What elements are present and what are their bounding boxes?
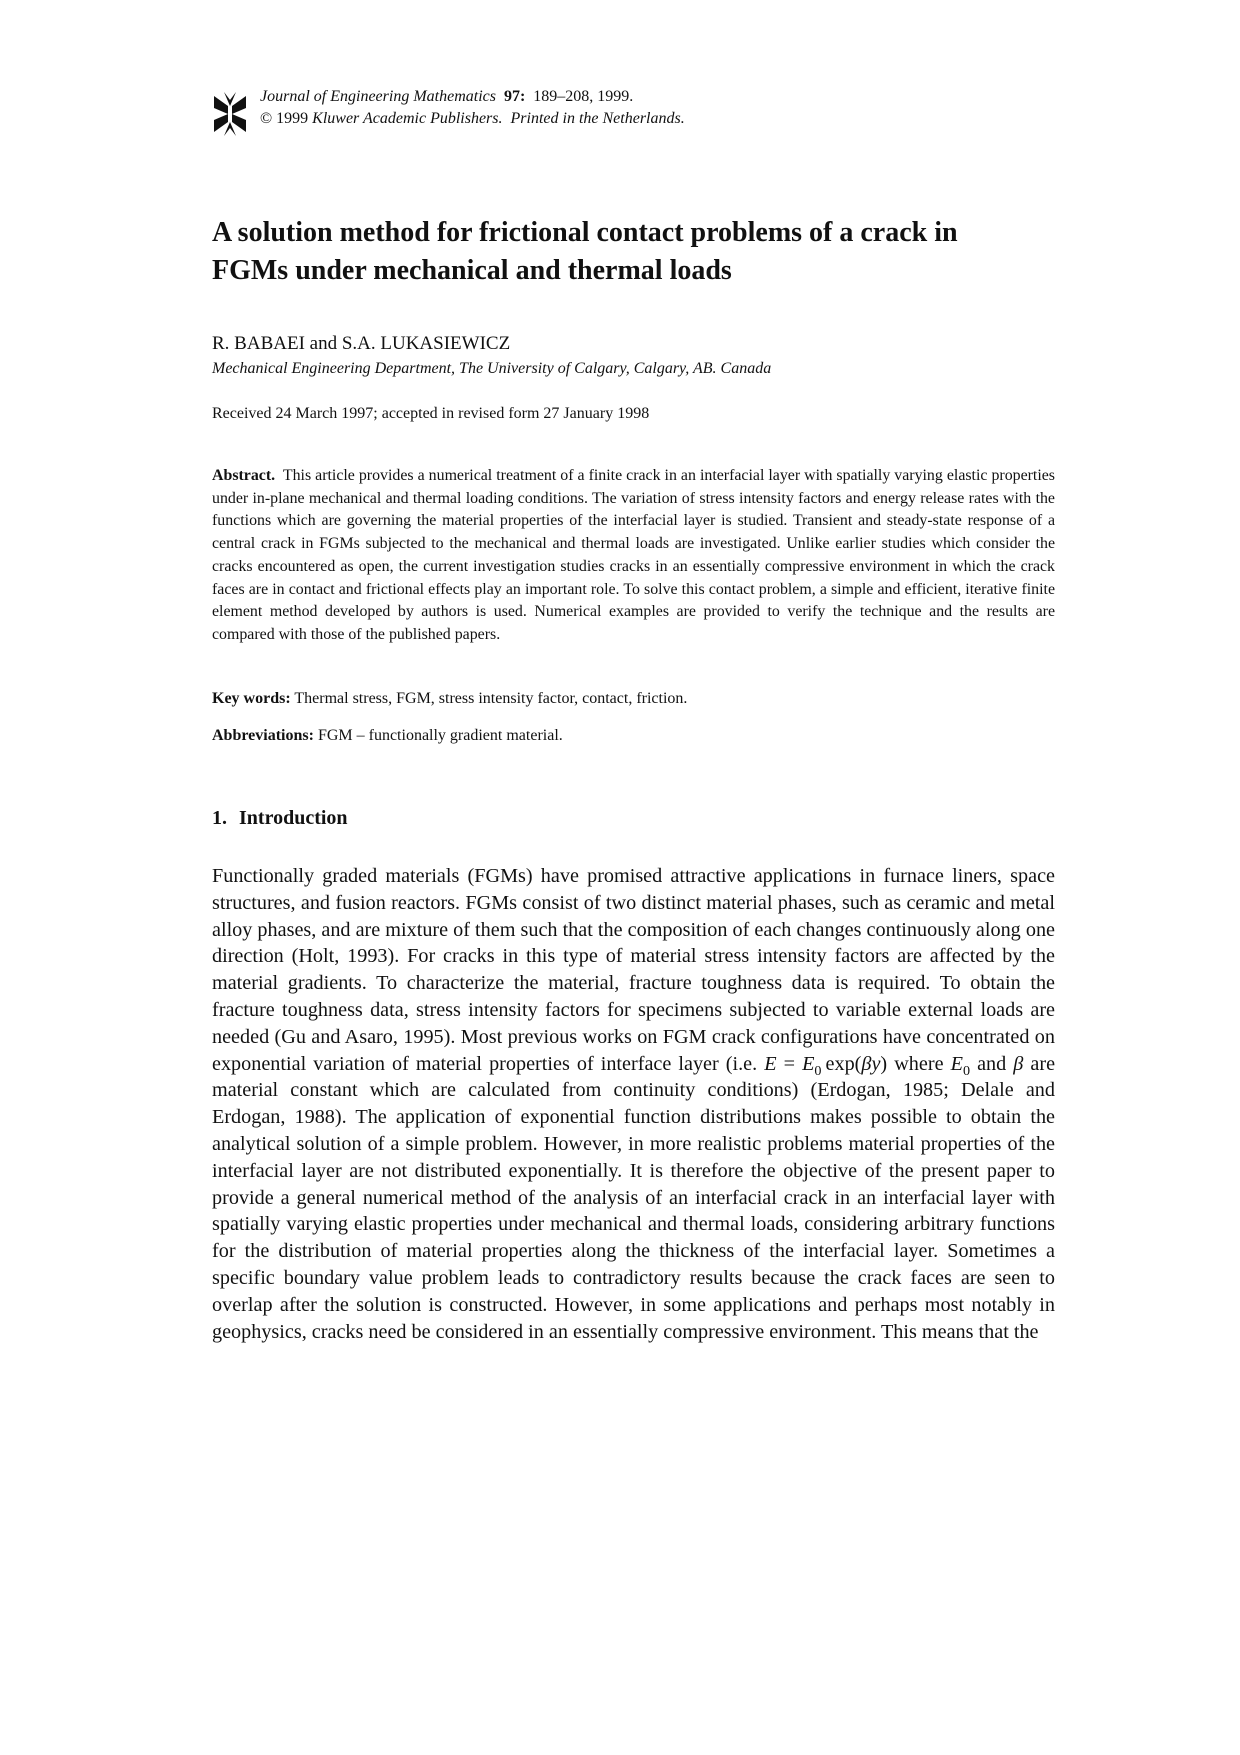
keywords	[212, 690, 687, 708]
body-text-part-1: Functionally graded materials (FGMs) have promised attractive applications in furnace liners, space structures, and fusion reactors. FGMs consist of two distinct material phases, such as ceramic and metal alloy phases, and are mixture of them such that the composition of each changes continuously along one direction (Holt, 1993). For cracks in this type of material stress intensity factors are affected by the material gradients. To characterize the material, fracture toughness data is required. To obtain the fracture toughness data, stress intensity factors for specimens subjected to variable external loads are needed (Gu and Asaro, 1995). Most previous works on FGM crack configurations have concentrated on exponential variation of material properties of interface layer (i.e.	[212, 865, 1055, 1075]
journal-name: Journal of Engineering Mathematics	[260, 88, 496, 105]
equation-E: E	[764, 1052, 777, 1075]
received-dates: Received 24 March 1997; accepted in revised form 27 January 1998	[212, 405, 650, 422]
symbol-E0: E	[950, 1052, 963, 1075]
equation-beta-y: βy	[861, 1052, 881, 1075]
equation-close-paren: )	[880, 1052, 888, 1075]
authors: R. BABAEI and S.A. LUKASIEWICZ	[212, 333, 511, 354]
section-number: 1.	[212, 807, 227, 829]
printed-note: Printed in the Netherlands.	[510, 110, 685, 127]
equation-E0-subscript: 0	[814, 1062, 822, 1079]
publisher-name: Kluwer Academic Publishers.	[312, 110, 503, 127]
abstract	[212, 465, 1055, 647]
paper-title-line-1: A solution method for frictional contact problems of a crack in	[212, 217, 958, 248]
paper-title	[212, 214, 1072, 290]
equation-E0: E	[802, 1052, 815, 1075]
abbreviations	[212, 727, 563, 745]
copyright-symbol: ©	[260, 110, 273, 127]
section-title: Introduction	[239, 807, 348, 829]
equation-exp: exp(	[825, 1052, 862, 1075]
abstract-label: Abstract.	[212, 467, 276, 484]
abbreviations-label: Abbreviations:	[212, 727, 314, 744]
abstract-text: This article provides a numerical treatment of a finite crack in an interfacial layer with spatially varying elastic properties under in-plane mechanical and thermal loading conditions. The variation of stress intensity factors and energy release rates with the functions which are governing the material properties of the interfacial layer is studied. Transient and steady-state response of a central crack in FGMs subjected to the mechanical and thermal loads are investigated. Unlike earlier studies which consider the cracks encountered as open, the current investigation studies cracks in an essentially compressive environment in which the crack faces are in contact and frictional effects play an important role. To solve this contact problem, a simple and efficient, iterative finite element method developed by authors is used. Numerical examples are provided to verify the technique and the results are compared with those of the published papers.	[212, 467, 1055, 643]
body-paragraph	[212, 863, 1055, 1345]
symbol-beta: β	[1013, 1052, 1024, 1075]
journal-line-2	[260, 108, 685, 130]
journal-line-1	[260, 86, 685, 108]
symbol-E0-subscript: 0	[962, 1062, 971, 1079]
journal-volume: 97:	[503, 88, 526, 105]
body-text-part-4: are material constant which are calculated from continuity conditions) (Erdogan, 1985; Delale and Erdogan, 1988). The application of exponential function distributions makes possible to obtain the analytical solution of a simple problem. However, in more realistic problems material properties of the interfacial layer are not distributed exponentially. It is therefore the objective of the present paper to provide a general numerical method of the analysis of an interfacial crack in an interfacial layer with spatially varying elastic properties under mechanical and thermal loads, considering arbitrary functions for the distribution of material properties along the thickness of the interfacial layer. Sometimes a specific boundary value problem leads to contradictory results because the crack faces are seen to overlap after the solution is constructed. However, in some applications and perhaps most notably in geophysics, cracks need be considered in an essentially compressive environment. This means that the	[212, 1052, 1056, 1343]
body-text-part-3: and	[977, 1052, 1007, 1075]
affiliation: Mechanical Engineering Department, The University of Calgary, Calgary, AB. Canada	[212, 360, 772, 377]
copyright-year: 1999	[276, 110, 309, 127]
body-text-part-2: where	[894, 1052, 944, 1075]
keywords-text: Thermal stress, FGM, stress intensity factor, contact, friction.	[294, 690, 688, 707]
journal-header	[212, 86, 685, 136]
paper-title-line-2: FGMs under mechanical and thermal loads	[212, 255, 732, 286]
publisher-logo-icon	[212, 92, 248, 136]
keywords-label: Key words:	[212, 690, 291, 707]
abbreviations-text: FGM – functionally gradient material.	[317, 727, 563, 744]
section-heading	[212, 807, 348, 830]
equation-equals: =	[783, 1052, 796, 1075]
journal-pages-year: 189–208, 1999.	[533, 88, 634, 105]
journal-citation	[260, 86, 685, 130]
